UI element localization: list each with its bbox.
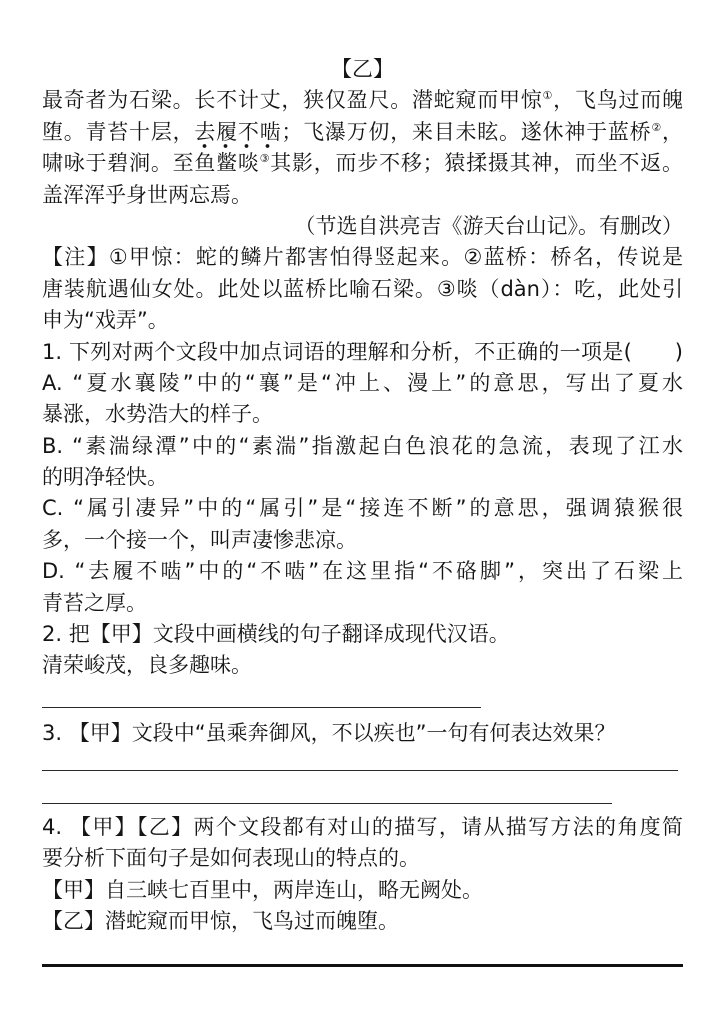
footnote-marker: ③ (259, 152, 271, 166)
answer-line (42, 707, 481, 708)
question-4-sentence-b: 【乙】潜蛇窥而甲惊，飞鸟过而魄堕。 (42, 909, 399, 934)
question-3-stem: 3. 【甲】文段中“虽乘奔御风，不以疾也”一句有何表达效果？ (42, 721, 616, 745)
bottom-rule (42, 964, 683, 967)
notes-line: 申为“戏弄”。 (42, 308, 169, 333)
emphasized-phrase: 去履不啮 (194, 120, 281, 148)
passage-text: 盖浑浑乎身世两忘焉。 (42, 182, 252, 207)
option-c-line: C. “属引凄异”中的“属引”是“接连不断”的意思，强调猿猴很 (42, 496, 683, 521)
option-b-line: B. “素湍绿潭”中的“素湍”指激起白色浪花的急流，表现了江水 (42, 433, 683, 458)
passage-line (42, 148, 683, 179)
option-d-line: 青苔之厚。 (42, 590, 147, 615)
answer-line (42, 770, 678, 771)
source-citation: （节选自洪亮吉《游天台山记》。有删改） (294, 213, 683, 238)
option-c-line: 多，一个接一个，叫声凄惨悲凉。 (42, 527, 357, 552)
passage-line (42, 117, 683, 148)
footnote-marker: ② (651, 120, 662, 134)
question-4-sentence-a: 【甲】自三峡七百里中，两岸连山，略无阙处。 (42, 877, 483, 902)
question-1-stem: 1. 下列对两个文段中加点词语的理解和分析，不正确的一项是( ) (42, 339, 683, 364)
question-4-stem: 要分析下面句子是如何表现山的特点的。 (42, 846, 420, 871)
question-4-stem: 4. 【甲】【乙】两个文段都有对山的描写，请从描写方法的角度简 (42, 815, 683, 839)
passage-line (42, 180, 683, 211)
option-d-line: D. “去履不啮”中的“不啮”在这里指“不硌脚”，突出了石梁上 (42, 559, 683, 584)
option-a-line: 暴涨，水势浩大的样子。 (42, 402, 273, 427)
answer-line (42, 803, 612, 804)
passage-text: ；飞瀑万仞，来目未眩。遂休神于蓝桥 (281, 119, 652, 144)
option-b-line: 的明净轻快。 (42, 465, 168, 490)
option-a-line: A. “夏水襄陵”中的“襄”是“冲上、漫上”的意思，写出了夏水 (42, 370, 683, 395)
passage-text: 最奇者为石梁。长不计丈，狭仅盈尺。潜蛇窥而甲惊 (42, 88, 543, 113)
question-2-sentence: 清荣峻茂，良多趣味。 (42, 653, 252, 678)
upper-section (42, 54, 683, 682)
passage-text: 堕。青苔十层， (42, 119, 195, 144)
notes-line: 【注】①甲惊：蛇的鳞片都害怕得竖起来。②蓝桥：桥名，传说是 (42, 245, 683, 270)
passage-text: ，飞鸟过而魄 (553, 88, 683, 113)
passage-text: ， (662, 119, 683, 144)
passage-heading: 【乙】 (331, 57, 394, 81)
question-3-section (42, 718, 683, 749)
question-2-stem: 2. 把【甲】文段中画横线的句子翻译成现代汉语。 (42, 622, 510, 647)
footnote-marker: ① (542, 89, 554, 103)
notes-line: 唐装航遇仙女处。此处以蓝桥比喻石梁。③啖（dàn）：吃，此处引 (42, 276, 683, 301)
passage-line (42, 85, 683, 116)
passage-text: 啸咏于碧涧。至鱼鳖啖 (42, 151, 260, 176)
passage-text: 其影，而步不移；猿揉摄其神，而坐不返。 (270, 151, 683, 176)
question-4-section (42, 812, 683, 938)
